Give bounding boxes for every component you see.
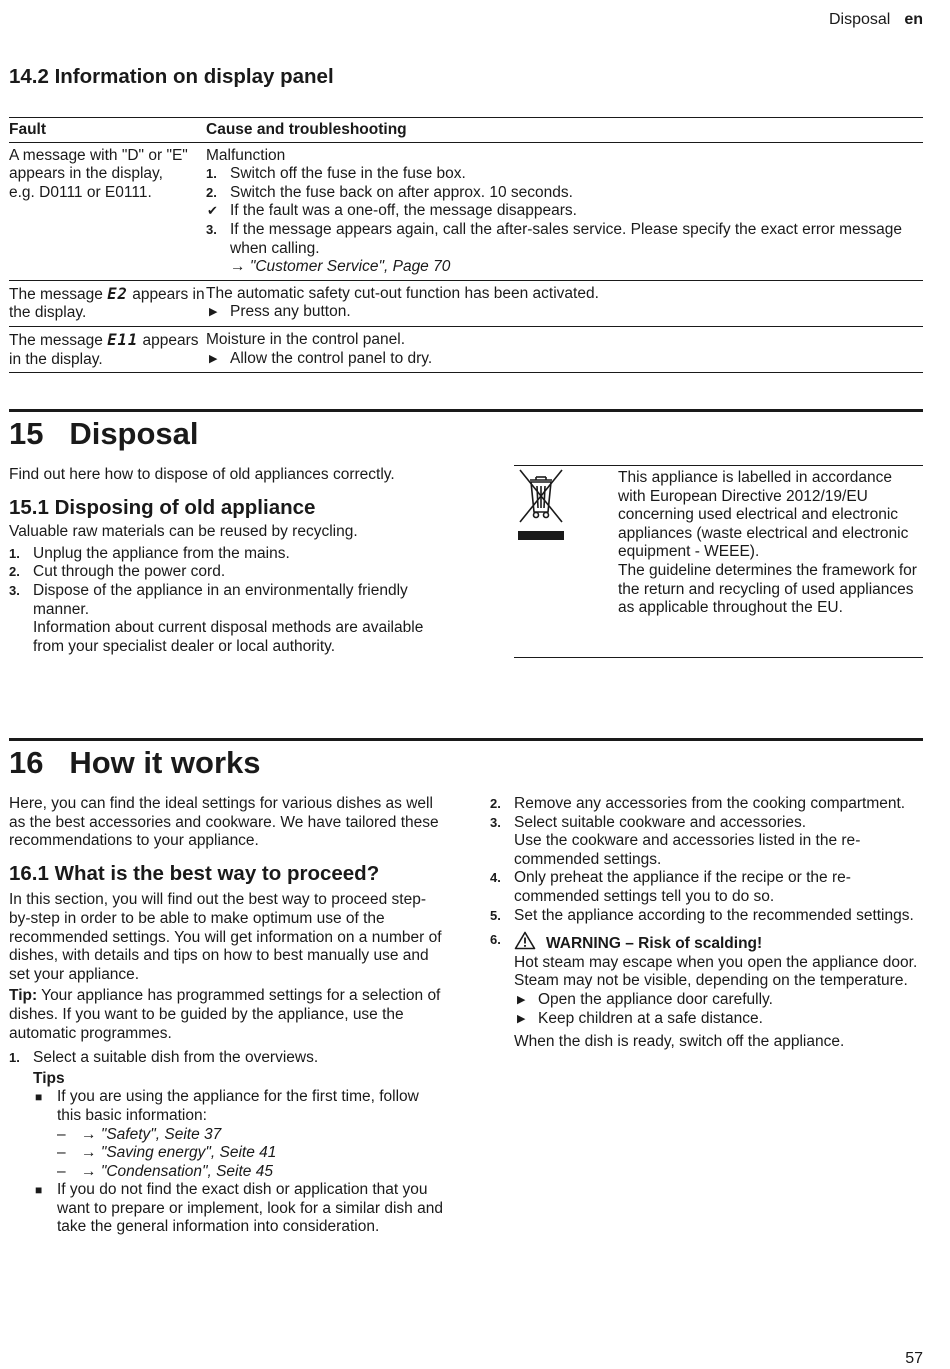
step-text: If the message appears again, call the after-sales service. Please specify the exact error message when calling. [230, 220, 903, 257]
step-number: 4. [490, 870, 501, 886]
fault-text: appears in the display. [9, 285, 205, 322]
fault-cell: A message with "D" or "E" appears in the display, e.g. D0111 or E0111. [9, 142, 206, 280]
step-number: 1. [9, 545, 20, 561]
list-item [206, 221, 923, 258]
dash-bullet: – [57, 1125, 66, 1143]
how-it-works-right-column [490, 795, 923, 1052]
weee-text: This appliance is labelled in accordance with European Directive 2012/19/EU concerning used electrical and electronic appliances (waste electrical and electronic equipment - WEEE). [618, 469, 909, 561]
page-number: 57 [905, 1350, 923, 1367]
tip-text: Your appliance has programmed settings for a selection of dishes. If you want to be guided by the appliance, use the automatic programmes. [9, 987, 441, 1042]
right-arrow-icon: → [81, 1144, 101, 1162]
table-header-row [9, 118, 923, 142]
action-text: Press any button. [230, 303, 351, 321]
step-text: Unplug the appliance from the mains. [33, 544, 290, 562]
fault-text: appears in the display. [9, 331, 199, 368]
link-text[interactable]: "Condensation", Seite 45 [100, 1162, 273, 1180]
action-text: Keep children at a safe distance. [538, 1009, 763, 1027]
fault-text: The message [9, 285, 108, 303]
cross-reference-link[interactable] [57, 1144, 443, 1163]
col-fault-header: Fault [9, 118, 206, 142]
triangle-bullet-icon: ▶ [517, 993, 526, 1006]
step-text: Only preheat the appliance if the recipe or the recommended settings tell you to do so. [514, 869, 851, 905]
fault-cell [9, 326, 206, 372]
result-text: If the fault was a one-off, the message disappears. [230, 202, 577, 220]
fault-text: The message [9, 331, 108, 349]
list-item [206, 184, 923, 203]
section-14-2-title: 14.2 Information on display panel [9, 65, 334, 88]
list-item [33, 1088, 443, 1125]
triangle-bullet-icon: ▶ [517, 1012, 526, 1025]
disposal-sub-intro: Valuable raw materials can be reused by recycling. [9, 523, 358, 541]
final-text: When the dish is ready, switch off the appliance. [514, 1033, 845, 1051]
step-text: Select a suitable dish from the overviews. [33, 1049, 319, 1067]
step-text: Dispose of the appliance in an environmentally friendly manner. [33, 581, 408, 618]
step-number: 3. [206, 221, 217, 237]
fault-table [9, 118, 923, 373]
list-item [9, 1049, 443, 1068]
cause-cell [206, 280, 923, 326]
weee-bottom-rule [514, 657, 923, 658]
cause-text: Moisture in the control panel. [206, 330, 406, 348]
list-item [490, 907, 923, 926]
section-15-1-title: 15.1 Disposing of old appliance [9, 495, 316, 519]
dash-bullet: – [57, 1162, 66, 1180]
action-text: Allow the control panel to dry. [230, 349, 433, 367]
reference-list [33, 1126, 443, 1182]
tips-block [9, 1070, 443, 1237]
warning-text: Hot steam may escape when you open the appliance door. Steam may not be visible, depending on the temperature. [514, 953, 918, 990]
check-mark-icon: ✔ [207, 203, 218, 219]
weee-box [514, 465, 923, 658]
tip-item-text: If you do not find the exact dish or application that you want to prepare or implement, look for a similar dish and take the general information into consideration. [57, 1181, 443, 1236]
chapter-rule [9, 738, 923, 741]
cross-reference-link[interactable] [57, 1163, 443, 1182]
disposal-intro: Find out here how to dispose of old appliances correctly. [9, 466, 395, 483]
table-row [9, 280, 923, 326]
tips-label: Tips [33, 1069, 65, 1087]
table-row [9, 326, 923, 372]
col-cause-header: Cause and troubleshooting [206, 118, 923, 142]
step-number: 2. [490, 796, 501, 811]
step-number: 1. [206, 166, 217, 182]
step-text: Set the appliance according to the recommended settings. [514, 906, 914, 924]
weee-text-2: The guideline determines the framework for the return and recycling of used appliances as applicable throughout the EU. [618, 561, 917, 617]
how-it-works-sub-intro: In this section, you will find out the best way to proceed step-by-step in order to be able to make optimum use of the recommended settings. You will get information on a number of dishes, with details and tips on how to best manually use and set your appliance. [9, 891, 442, 983]
cause-text: Malfunction [206, 146, 286, 164]
weee-text-block [618, 469, 918, 618]
how-it-works-intro: Here, you can find the ideal settings for various dishes as well as the best accessories and cookware. We have tailored these recommendations to your appliance. [9, 795, 439, 850]
display-code: E2 [107, 284, 128, 303]
triangle-bullet-icon: ▶ [209, 306, 218, 319]
fault-cell [9, 280, 206, 326]
right-arrow-icon: → [230, 258, 250, 276]
step-text: Switch off the fuse in the fuse box. [230, 165, 466, 183]
warning-triangle-icon [514, 931, 536, 950]
tip-label: Tip: [9, 987, 38, 1005]
cross-reference-link[interactable] [57, 1126, 443, 1145]
header-language: en [904, 11, 923, 28]
step-text: Remove any accessories from the cooking compartment. [514, 795, 906, 812]
chapter-16-title: 16 How it works [9, 745, 261, 780]
step-extra-text: Information about current disposal methods are available from your specialist dealer or local authority. [33, 619, 424, 655]
result-item [206, 202, 923, 221]
cause-text: The automatic safety cut-out function has been activated. [206, 284, 599, 302]
tip-paragraph [9, 987, 443, 1043]
display-code: E11 [107, 330, 139, 349]
crossed-out-wheelie-bin-icon [516, 468, 566, 544]
action-item [206, 303, 923, 322]
warning-title: WARNING – Risk of scalding! [546, 935, 763, 953]
link-text[interactable]: "Safety", Seite 37 [100, 1125, 222, 1143]
how-it-works-left-column [9, 795, 443, 1237]
list-item [206, 165, 923, 184]
list-item [9, 545, 439, 564]
step-number: 6. [490, 932, 501, 948]
list-item [490, 869, 923, 906]
step-text: Cut through the power cord. [33, 563, 226, 581]
link-text[interactable]: "Saving energy", Seite 41 [100, 1144, 277, 1162]
list-item [33, 1181, 443, 1237]
step-number: 2. [206, 184, 217, 200]
dash-bullet: – [57, 1144, 66, 1162]
right-arrow-icon: → [81, 1125, 101, 1143]
chapter-rule [9, 409, 923, 412]
list-item [9, 582, 439, 656]
table-row [9, 142, 923, 280]
action-item [206, 350, 923, 369]
list-item [490, 795, 923, 814]
cross-reference-link[interactable] [206, 258, 923, 277]
triangle-bullet-icon: ▶ [209, 352, 218, 365]
cause-cell [206, 142, 923, 280]
running-header [829, 11, 923, 30]
fault-table-wrapper [9, 117, 923, 373]
step-text: Switch the fuse back on after approx. 10 seconds. [230, 183, 573, 201]
list-item [490, 814, 923, 870]
weee-content [514, 466, 923, 657]
step-number: 2. [9, 564, 20, 580]
step-number: 3. [9, 582, 20, 598]
action-item [514, 1010, 923, 1029]
action-item [514, 991, 923, 1010]
square-bullet-icon: ■ [35, 1090, 43, 1105]
section-16-1-title: 16.1 What is the best way to proceed? [9, 861, 380, 885]
action-text: Open the appliance door carefully. [538, 990, 773, 1008]
disposal-left-column [9, 466, 439, 656]
link-text[interactable]: "Customer Service", Page 70 [249, 258, 451, 276]
header-section: Disposal [828, 11, 891, 28]
chapter-15-title: 15 Disposal [9, 416, 199, 451]
step-text: Select suitable cookware and accessories. [514, 813, 807, 831]
warning-item [490, 931, 923, 1052]
step-number: 3. [490, 814, 501, 830]
cause-cell [206, 326, 923, 372]
warning-heading [514, 931, 923, 954]
right-arrow-icon: → [81, 1162, 101, 1180]
step-extra-text: Use the cookware and accessories listed in the recommended settings. [514, 832, 861, 868]
step-number: 1. [9, 1050, 20, 1066]
step-number: 5. [490, 907, 501, 923]
square-bullet-icon: ■ [35, 1183, 43, 1198]
tip-item-text: If you are using the appliance for the first time, follow this basic information: [57, 1088, 419, 1124]
list-item [9, 563, 439, 582]
